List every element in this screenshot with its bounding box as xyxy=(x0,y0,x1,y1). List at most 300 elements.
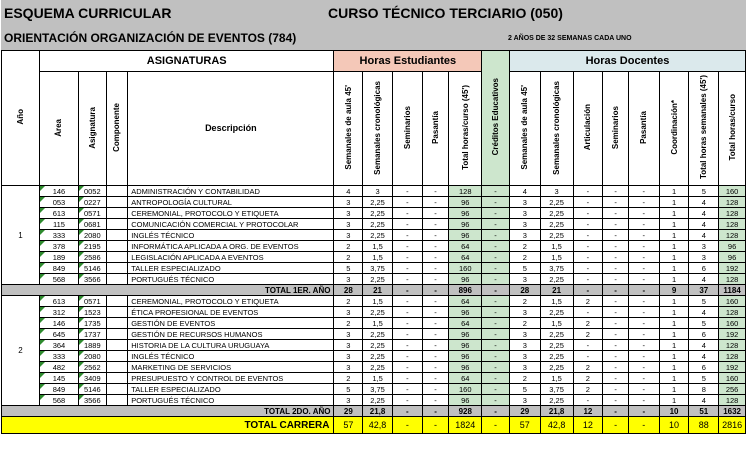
teacher-hours-5: 1 xyxy=(659,186,689,197)
subject-code: 2586 xyxy=(78,252,106,263)
year-total-student-3: - xyxy=(422,406,449,417)
credits-cell: - xyxy=(482,219,510,230)
teacher-hours-7: 160 xyxy=(719,186,746,197)
student-hours-4: 64 xyxy=(449,296,482,307)
subject-code: 0227 xyxy=(78,197,106,208)
credits-cell: - xyxy=(482,395,510,406)
student-hours-4: 128 xyxy=(449,186,482,197)
student-hours-3: - xyxy=(422,340,449,351)
subject-description: INFORMÁTICA APLICADA A ORG. DE EVENTOS xyxy=(128,241,334,252)
table-row xyxy=(2,186,746,197)
year-total-credits: - xyxy=(482,406,510,417)
teacher-hours-3: - xyxy=(603,186,629,197)
grand-total-teacher-6: 88 xyxy=(689,417,719,434)
student-hours-2: - xyxy=(392,307,422,318)
student-hours-4: 96 xyxy=(449,362,482,373)
student-hours-1: 1,5 xyxy=(363,318,393,329)
subject-description: TALLER ESPECIALIZADO xyxy=(128,384,334,395)
student-hours-4: 160 xyxy=(449,384,482,395)
subject-description: TALLER ESPECIALIZADO xyxy=(128,263,334,274)
table-row xyxy=(2,329,746,340)
credits-cell: - xyxy=(482,307,510,318)
student-hours-1: 2,25 xyxy=(363,340,393,351)
credits-cell: - xyxy=(482,252,510,263)
credits-cell: - xyxy=(482,351,510,362)
student-hours-4: 96 xyxy=(449,219,482,230)
credits-cell: - xyxy=(482,373,510,384)
teacher-hours-6: 3 xyxy=(689,241,719,252)
table-row xyxy=(2,384,746,395)
col-teacher-5: Coordinación* xyxy=(659,72,689,186)
teacher-hours-0: 3 xyxy=(509,208,540,219)
year-total-teacher-6: 51 xyxy=(689,406,719,417)
grand-total-teacher-7: 2816 xyxy=(719,417,746,434)
grand-total-teacher-1: 42,8 xyxy=(540,417,573,434)
year-total-teacher-3: - xyxy=(603,285,629,296)
component-cell xyxy=(106,373,128,384)
teacher-hours-4: - xyxy=(628,329,659,340)
col-student-3: Pasantía xyxy=(422,72,449,186)
teacher-hours-1: 2,25 xyxy=(540,307,573,318)
col-teacher-1: Semanales cronológicas xyxy=(540,72,573,186)
subject-description: COMUNICACIÓN COMERCIAL Y PROTOCOLAR xyxy=(128,219,334,230)
grand-total-teacher-2: 12 xyxy=(573,417,603,434)
credits-cell: - xyxy=(482,362,510,373)
col-asignatura: Asignatura xyxy=(78,72,106,186)
year-total-teacher-7: 1632 xyxy=(719,406,746,417)
subject-description: ADMINISTRACIÓN Y CONTABILIDAD xyxy=(128,186,334,197)
component-cell xyxy=(106,252,128,263)
credits-cell: - xyxy=(482,329,510,340)
teacher-hours-3: - xyxy=(603,252,629,263)
area-code: 849 xyxy=(39,384,78,395)
teacher-hours-2: - xyxy=(573,395,603,406)
teacher-hours-2: - xyxy=(573,208,603,219)
component-cell xyxy=(106,307,128,318)
grand-total-student-3: - xyxy=(422,417,449,434)
student-hours-2: - xyxy=(392,351,422,362)
table-row xyxy=(2,252,746,263)
component-cell xyxy=(106,296,128,307)
teacher-hours-6: 8 xyxy=(689,384,719,395)
student-hours-2: - xyxy=(392,186,422,197)
year-total-teacher-4: - xyxy=(628,406,659,417)
teacher-hours-0: 3 xyxy=(509,395,540,406)
teacher-hours-2: - xyxy=(573,219,603,230)
component-cell xyxy=(106,318,128,329)
grand-total-student-0: 57 xyxy=(334,417,363,434)
teacher-hours-6: 4 xyxy=(689,208,719,219)
subject-code: 2080 xyxy=(78,230,106,241)
subject-code: 5146 xyxy=(78,384,106,395)
teacher-hours-2: - xyxy=(573,252,603,263)
year-total-teacher-7: 1184 xyxy=(719,285,746,296)
student-hours-4: 96 xyxy=(449,307,482,318)
teacher-hours-6: 4 xyxy=(689,219,719,230)
credits-cell: - xyxy=(482,208,510,219)
student-hours-2: - xyxy=(392,373,422,384)
teacher-hours-6: 4 xyxy=(689,230,719,241)
student-hours-3: - xyxy=(422,296,449,307)
teacher-hours-7: 128 xyxy=(719,208,746,219)
teacher-hours-7: 160 xyxy=(719,296,746,307)
col-componente: Componente xyxy=(106,72,128,186)
table-row xyxy=(2,197,746,208)
teacher-hours-2: 2 xyxy=(573,318,603,329)
student-hours-4: 160 xyxy=(449,263,482,274)
teacher-hours-0: 3 xyxy=(509,329,540,340)
col-teacher-6: Total horas semanales (45') xyxy=(689,72,719,186)
teacher-hours-4: - xyxy=(628,307,659,318)
student-hours-3: - xyxy=(422,197,449,208)
teacher-hours-0: 2 xyxy=(509,373,540,384)
table-row xyxy=(2,296,746,307)
year-total-teacher-1: 21 xyxy=(540,285,573,296)
table-row xyxy=(2,263,746,274)
teacher-hours-5: 1 xyxy=(659,384,689,395)
subject-code: 1735 xyxy=(78,318,106,329)
student-hours-2: - xyxy=(392,340,422,351)
teacher-hours-2: - xyxy=(573,263,603,274)
subject-code: 0681 xyxy=(78,219,106,230)
student-hours-0: 2 xyxy=(334,296,363,307)
student-hours-3: - xyxy=(422,263,449,274)
teacher-hours-0: 3 xyxy=(509,307,540,318)
student-hours-2: - xyxy=(392,241,422,252)
grand-total-credits: - xyxy=(482,417,510,434)
student-hours-3: - xyxy=(422,329,449,340)
teacher-hours-0: 2 xyxy=(509,252,540,263)
grand-total-teacher-0: 57 xyxy=(509,417,540,434)
student-hours-0: 5 xyxy=(334,263,363,274)
component-cell xyxy=(106,395,128,406)
col-student-1: Semanales cronológicas xyxy=(363,72,393,186)
student-hours-0: 3 xyxy=(334,329,363,340)
area-code: 333 xyxy=(39,230,78,241)
curriculum-table xyxy=(1,50,746,434)
teacher-hours-5: 1 xyxy=(659,208,689,219)
student-hours-2: - xyxy=(392,252,422,263)
col-anio: Año xyxy=(2,51,40,186)
teacher-hours-5: 1 xyxy=(659,274,689,285)
credits-cell: - xyxy=(482,241,510,252)
teacher-hours-3: - xyxy=(603,274,629,285)
teacher-hours-7: 192 xyxy=(719,329,746,340)
subject-code: 0571 xyxy=(78,208,106,219)
teacher-hours-2: - xyxy=(573,340,603,351)
year-total-teacher-4: - xyxy=(628,285,659,296)
credits-cell: - xyxy=(482,318,510,329)
student-hours-1: 3,75 xyxy=(363,384,393,395)
student-hours-2: - xyxy=(392,197,422,208)
teacher-hours-7: 128 xyxy=(719,230,746,241)
grand-total-student-4: 1824 xyxy=(449,417,482,434)
col-student-0: Semanales de aula 45' xyxy=(334,72,363,186)
teacher-hours-7: 96 xyxy=(719,252,746,263)
teacher-hours-1: 3,75 xyxy=(540,263,573,274)
teacher-hours-5: 1 xyxy=(659,252,689,263)
subject-code: 1889 xyxy=(78,340,106,351)
subject-description: ANTROPOLOGÍA CULTURAL xyxy=(128,197,334,208)
component-cell xyxy=(106,362,128,373)
student-hours-1: 2,25 xyxy=(363,230,393,241)
subject-code: 2195 xyxy=(78,241,106,252)
area-code: 115 xyxy=(39,219,78,230)
student-hours-0: 3 xyxy=(334,395,363,406)
teacher-hours-0: 2 xyxy=(509,296,540,307)
student-hours-3: - xyxy=(422,241,449,252)
student-hours-3: - xyxy=(422,318,449,329)
student-hours-1: 2,25 xyxy=(363,219,393,230)
student-hours-1: 3 xyxy=(363,186,393,197)
teacher-hours-6: 6 xyxy=(689,362,719,373)
teacher-hours-1: 1,5 xyxy=(540,241,573,252)
student-hours-4: 96 xyxy=(449,230,482,241)
teacher-hours-7: 192 xyxy=(719,263,746,274)
teacher-hours-3: - xyxy=(603,351,629,362)
component-cell xyxy=(106,340,128,351)
teacher-hours-3: - xyxy=(603,230,629,241)
teacher-hours-4: - xyxy=(628,230,659,241)
student-hours-4: 96 xyxy=(449,329,482,340)
student-hours-2: - xyxy=(392,230,422,241)
student-hours-3: - xyxy=(422,186,449,197)
teacher-hours-2: 2 xyxy=(573,384,603,395)
table-row xyxy=(2,351,746,362)
student-hours-0: 2 xyxy=(334,241,363,252)
table-row xyxy=(2,219,746,230)
student-hours-0: 3 xyxy=(334,351,363,362)
student-hours-2: - xyxy=(392,318,422,329)
teacher-hours-7: 128 xyxy=(719,307,746,318)
subject-description: GESTIÓN DE RECURSOS HUMANOS xyxy=(128,329,334,340)
col-asignaturas: ASIGNATURAS xyxy=(39,51,334,72)
teacher-hours-6: 3 xyxy=(689,252,719,263)
teacher-hours-6: 5 xyxy=(689,186,719,197)
credits-cell: - xyxy=(482,274,510,285)
subject-description: ÉTICA PROFESIONAL DE EVENTOS xyxy=(128,307,334,318)
student-hours-0: 3 xyxy=(334,197,363,208)
year-total-row xyxy=(2,406,746,417)
table-row xyxy=(2,318,746,329)
teacher-hours-0: 2 xyxy=(509,241,540,252)
teacher-hours-4: - xyxy=(628,340,659,351)
teacher-hours-7: 128 xyxy=(719,340,746,351)
teacher-hours-1: 2,25 xyxy=(540,329,573,340)
subject-code: 1523 xyxy=(78,307,106,318)
teacher-hours-0: 3 xyxy=(509,219,540,230)
col-creditos: Créditos Educativos xyxy=(482,51,510,186)
teacher-hours-5: 1 xyxy=(659,373,689,384)
grand-total-teacher-4: - xyxy=(628,417,659,434)
student-hours-3: - xyxy=(422,307,449,318)
teacher-hours-4: - xyxy=(628,318,659,329)
subject-description: HISTORIA DE LA CULTURA URUGUAYA xyxy=(128,340,334,351)
teacher-hours-2: - xyxy=(573,230,603,241)
teacher-hours-3: - xyxy=(603,340,629,351)
component-cell xyxy=(106,329,128,340)
credits-cell: - xyxy=(482,263,510,274)
teacher-hours-4: - xyxy=(628,241,659,252)
grand-total-student-2: - xyxy=(392,417,422,434)
area-code: 053 xyxy=(39,197,78,208)
teacher-hours-1: 2,25 xyxy=(540,219,573,230)
teacher-hours-0: 5 xyxy=(509,384,540,395)
year-total-teacher-3: - xyxy=(603,406,629,417)
teacher-hours-4: - xyxy=(628,197,659,208)
component-cell xyxy=(106,274,128,285)
table-row xyxy=(2,362,746,373)
teacher-hours-3: - xyxy=(603,307,629,318)
subject-description: PORTUGUÉS TÉCNICO xyxy=(128,395,334,406)
grand-total-teacher-5: 10 xyxy=(659,417,689,434)
teacher-hours-1: 3 xyxy=(540,186,573,197)
student-hours-0: 3 xyxy=(334,307,363,318)
sheet-title: ESQUEMA CURRICULAR xyxy=(4,5,172,21)
table-row xyxy=(2,395,746,406)
student-hours-0: 2 xyxy=(334,373,363,384)
teacher-hours-7: 128 xyxy=(719,274,746,285)
teacher-hours-4: - xyxy=(628,208,659,219)
teacher-hours-7: 96 xyxy=(719,241,746,252)
teacher-hours-6: 6 xyxy=(689,263,719,274)
teacher-hours-3: - xyxy=(603,197,629,208)
student-hours-2: - xyxy=(392,362,422,373)
subject-code: 0052 xyxy=(78,186,106,197)
subject-description: PORTUGUÉS TÉCNICO xyxy=(128,274,334,285)
student-hours-1: 2,25 xyxy=(363,274,393,285)
table-row xyxy=(2,307,746,318)
teacher-hours-5: 1 xyxy=(659,329,689,340)
col-horas-docentes: Horas Docentes xyxy=(509,51,745,72)
teacher-hours-7: 256 xyxy=(719,384,746,395)
teacher-hours-6: 4 xyxy=(689,395,719,406)
teacher-hours-1: 2,25 xyxy=(540,274,573,285)
orientation-title: ORIENTACIÓN ORGANIZACIÓN DE EVENTOS (784) xyxy=(4,31,297,45)
col-student-2: Seminarios xyxy=(392,72,422,186)
subject-code: 5146 xyxy=(78,263,106,274)
component-cell xyxy=(106,384,128,395)
teacher-hours-1: 1,5 xyxy=(540,373,573,384)
teacher-hours-1: 2,25 xyxy=(540,340,573,351)
student-hours-0: 2 xyxy=(334,318,363,329)
student-hours-3: - xyxy=(422,373,449,384)
subject-description: LEGISLACIÓN APLICADA A EVENTOS xyxy=(128,252,334,263)
grand-total-student-1: 42,8 xyxy=(363,417,393,434)
teacher-hours-5: 1 xyxy=(659,362,689,373)
teacher-hours-3: - xyxy=(603,384,629,395)
student-hours-2: - xyxy=(392,395,422,406)
teacher-hours-4: - xyxy=(628,252,659,263)
year-cell: 1 xyxy=(2,186,40,285)
year-total-teacher-5: 10 xyxy=(659,406,689,417)
subject-description: INGLÉS TÉCNICO xyxy=(128,351,334,362)
subject-description: CEREMONIAL, PROTOCOLO Y ETIQUETA xyxy=(128,296,334,307)
teacher-hours-1: 2,25 xyxy=(540,351,573,362)
teacher-hours-1: 2,25 xyxy=(540,230,573,241)
area-code: 568 xyxy=(39,274,78,285)
teacher-hours-0: 3 xyxy=(509,351,540,362)
credits-cell: - xyxy=(482,384,510,395)
teacher-hours-7: 128 xyxy=(719,219,746,230)
student-hours-1: 3,75 xyxy=(363,263,393,274)
teacher-hours-4: - xyxy=(628,373,659,384)
student-hours-0: 2 xyxy=(334,252,363,263)
teacher-hours-3: - xyxy=(603,362,629,373)
col-teacher-3: Seminarios xyxy=(603,72,629,186)
teacher-hours-6: 4 xyxy=(689,307,719,318)
year-total-label: TOTAL 1ER. AÑO xyxy=(2,285,334,296)
area-code: 145 xyxy=(39,373,78,384)
subject-description: PRESUPUESTO Y CONTROL DE EVENTOS xyxy=(128,373,334,384)
subject-code: 1737 xyxy=(78,329,106,340)
year-total-student-2: - xyxy=(392,285,422,296)
teacher-hours-3: - xyxy=(603,241,629,252)
subject-code: 0571 xyxy=(78,296,106,307)
teacher-hours-4: - xyxy=(628,219,659,230)
teacher-hours-7: 192 xyxy=(719,362,746,373)
teacher-hours-6: 5 xyxy=(689,373,719,384)
student-hours-1: 1,5 xyxy=(363,296,393,307)
student-hours-4: 64 xyxy=(449,241,482,252)
table-row xyxy=(2,230,746,241)
teacher-hours-3: - xyxy=(603,263,629,274)
teacher-hours-3: - xyxy=(603,219,629,230)
teacher-hours-1: 2,25 xyxy=(540,197,573,208)
teacher-hours-5: 1 xyxy=(659,351,689,362)
teacher-hours-2: 2 xyxy=(573,296,603,307)
teacher-hours-3: - xyxy=(603,395,629,406)
student-hours-1: 2,25 xyxy=(363,395,393,406)
student-hours-0: 4 xyxy=(334,186,363,197)
teacher-hours-6: 5 xyxy=(689,318,719,329)
year-total-teacher-2: 12 xyxy=(573,406,603,417)
col-teacher-7: Total horas/curso xyxy=(719,72,746,186)
subject-code: 3566 xyxy=(78,395,106,406)
student-hours-3: - xyxy=(422,384,449,395)
student-hours-1: 2,25 xyxy=(363,197,393,208)
component-cell xyxy=(106,263,128,274)
year-total-teacher-1: 21,8 xyxy=(540,406,573,417)
area-code: 378 xyxy=(39,241,78,252)
student-hours-3: - xyxy=(422,395,449,406)
teacher-hours-2: 2 xyxy=(573,373,603,384)
year-total-teacher-2: - xyxy=(573,285,603,296)
grand-total-row xyxy=(2,417,746,434)
subject-description: CEREMONIAL, PROTOCOLO Y ETIQUETA xyxy=(128,208,334,219)
teacher-hours-2: - xyxy=(573,186,603,197)
student-hours-3: - xyxy=(422,252,449,263)
student-hours-1: 1,5 xyxy=(363,252,393,263)
teacher-hours-0: 3 xyxy=(509,230,540,241)
student-hours-2: - xyxy=(392,263,422,274)
subject-code: 2080 xyxy=(78,351,106,362)
teacher-hours-7: 128 xyxy=(719,395,746,406)
credits-cell: - xyxy=(482,340,510,351)
credits-cell: - xyxy=(482,197,510,208)
student-hours-0: 3 xyxy=(334,340,363,351)
credits-cell: - xyxy=(482,230,510,241)
student-hours-0: 3 xyxy=(334,362,363,373)
col-descripcion: Descripción xyxy=(128,72,334,186)
teacher-hours-5: 1 xyxy=(659,219,689,230)
student-hours-4: 64 xyxy=(449,373,482,384)
teacher-hours-0: 2 xyxy=(509,318,540,329)
teacher-hours-0: 3 xyxy=(509,362,540,373)
year-total-teacher-6: 37 xyxy=(689,285,719,296)
teacher-hours-1: 2,25 xyxy=(540,395,573,406)
teacher-hours-7: 160 xyxy=(719,318,746,329)
